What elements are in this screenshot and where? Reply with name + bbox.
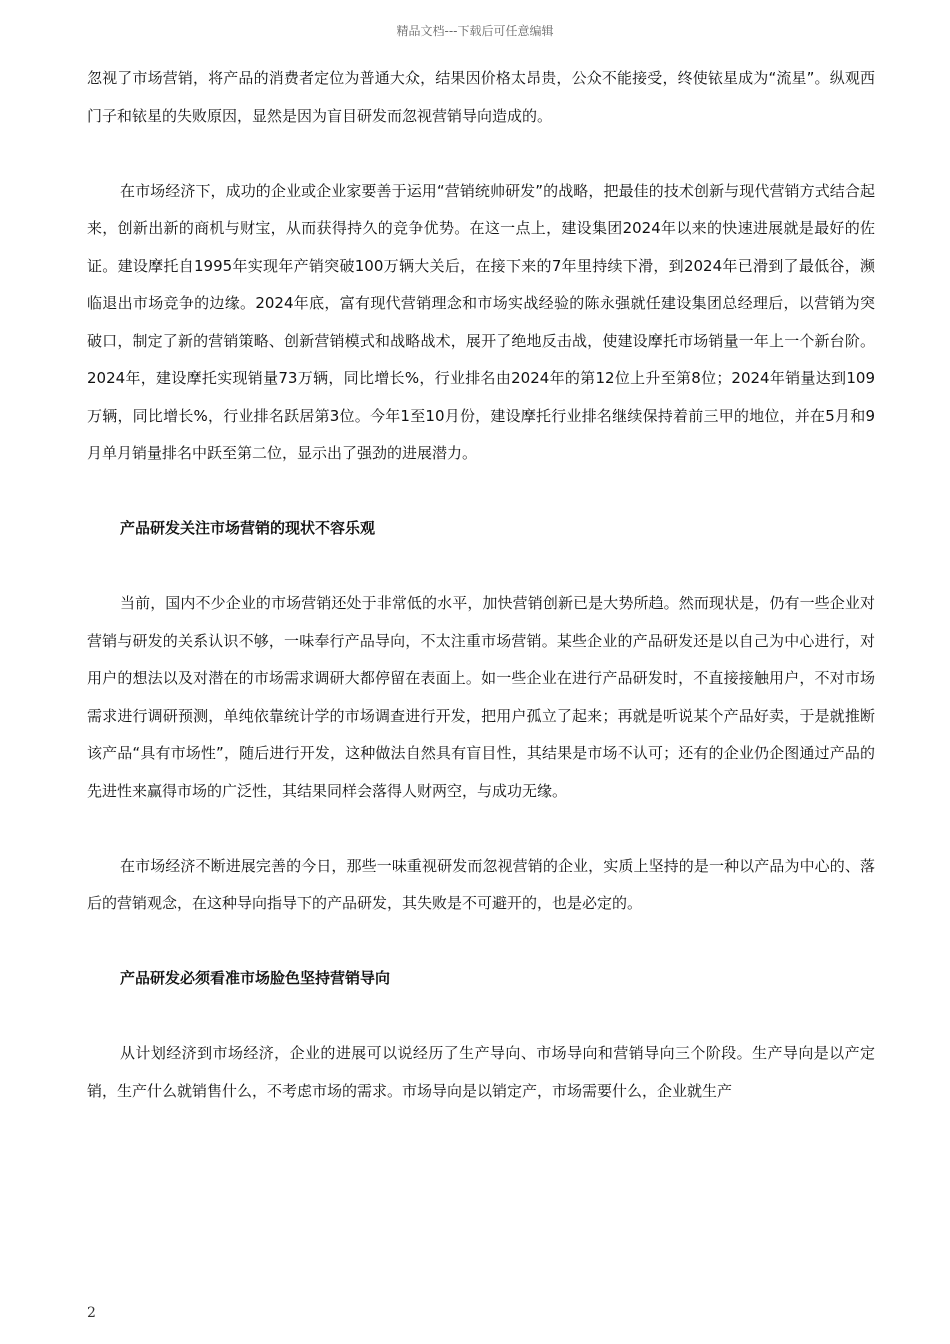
- paragraph-current-status: 当前，国内不少企业的市场营销还处于非常低的水平，加快营销创新已是大势所趋。然而现状是，仍有一些企业对营销与研发的关系认识不够，一味奉行产品导向，不太注重市场营销。某些企业的产品研发还是以自己为中心进行，对用户的想法以及对潜在的市场需求调研大都停留在表面上。如一些企业在进行产品研发时，不直接接触用户，不对市场需求进行调研预测，单纯依靠统计学的市场调查进行开发，把用户孤立了起来；再就是听说某个产品好卖，于是就推断该产品“具有市场性”，随后进行开发，这种做法自然具有盲目性，其结果是市场不认可；还有的企业仍企图通过产品的先进性来赢得市场的广泛性，其结果同样会落得人财两空，与成功无缘。: [87, 594, 875, 800]
- page-number: 2: [87, 1305, 96, 1321]
- paragraph-gap: [87, 135, 875, 173]
- paragraph-gap: [87, 473, 875, 511]
- document-body: [87, 60, 875, 1110]
- section-heading-status: 产品研发关注市场营销的现状不容乐观: [120, 519, 376, 537]
- paragraph-gap: [87, 810, 875, 848]
- paragraph-gap: [87, 923, 875, 961]
- page-header: 精品文档---下载后可任意编辑: [396, 24, 554, 38]
- paragraph-jianshe-case: 在市场经济下，成功的企业或企业家要善于运用“营销统帅研发”的战略，把最佳的技术创新与现代营销方式结合起来，创新出新的商机与财宝，从而获得持久的竞争优势。在这一点上，建设集团2024年以来的快速进展就是最好的佐证。建设摩托自1995年实现年产销突破100万辆大关后，在接下来的7年里持续下滑，到2024年已滑到了最低谷，濒临退出市场竞争的边缘。2024年底，富有现代营销理念和市场实战经验的陈永强就任建设集团总经理后，以营销为突破口，制定了新的营销策略、创新营销模式和战略战术，展开了绝地反击战，使建设摩托市场销量一年上一个新台阶。2024年，建设摩托实现销量73万辆，同比增长%，行业排名由2024年的第12位上升至第8位；2024年销量达到109万辆，同比增长%，行业排名跃居第3位。今年1至10月份，建设摩托行业排名继续保持着前三甲的地位，并在5月和9月单月销量排名中跃至第二位，显示出了强劲的进展潜力。: [87, 181, 875, 462]
- paragraph-continuation: 忽视了市场营销，将产品的消费者定位为普通大众，结果因价格太昂贵，公众不能接受，终使铱星成为“流星”。纵观西门子和铱星的失败原因，显然是因为盲目研发而忽视营销导向造成的。: [87, 69, 875, 125]
- paragraph-orientation-stages: 从计划经济到市场经济，企业的进展可以说经历了生产导向、市场导向和营销导向三个阶段。生产导向是以产定销，生产什么就销售什么，不考虑市场的需求。市场导向是以销定产，市场需要什么，企业就生产: [87, 1044, 875, 1100]
- paragraph-gap: [87, 998, 875, 1036]
- paragraph-conclusion: 在市场经济不断进展完善的今日，那些一味重视研发而忽视营销的企业，实质上坚持的是一种以产品为中心的、落后的营销观念，在这种导向指导下的产品研发，其失败是不可避开的，也是必定的。: [87, 856, 875, 912]
- paragraph-gap: [87, 548, 875, 586]
- section-heading-marketing-orientation: 产品研发必须看准市场脸色坚持营销导向: [120, 969, 391, 987]
